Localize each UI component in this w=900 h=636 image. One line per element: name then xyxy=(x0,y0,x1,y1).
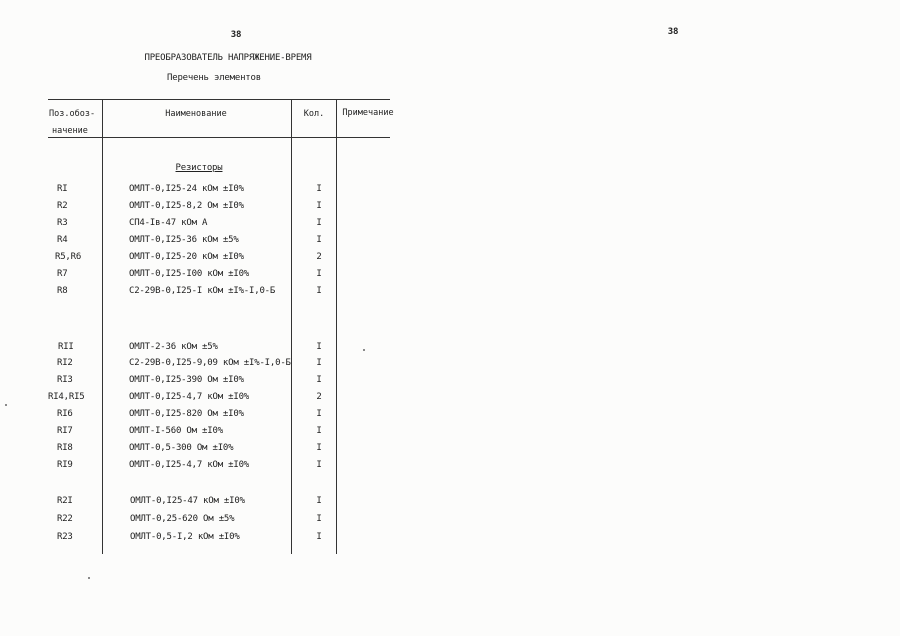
row-15-quantity: I xyxy=(316,460,322,470)
row-8-name: ОМЛТ-2-36 кОм ±5% xyxy=(129,342,218,352)
row-11-position: RI4,RI5 xyxy=(48,392,85,402)
column-divider-3 xyxy=(336,99,337,554)
row-15-name: ОМЛТ-0,I25-4,7 кОм ±I0% xyxy=(129,460,250,470)
row-5-position: R5,R6 xyxy=(55,252,82,262)
table-top-rule xyxy=(48,99,390,100)
row-5-name: ОМЛТ-0,I25-20 кОм ±I0% xyxy=(129,252,244,262)
row-6-position: R7 xyxy=(57,269,68,279)
row-11-quantity: 2 xyxy=(316,392,322,402)
row-18-position: R23 xyxy=(57,532,73,542)
row-4-position: R4 xyxy=(57,235,68,245)
column-divider-2 xyxy=(291,99,292,554)
row-13-name: ОМЛТ-I-560 Ом ±I0% xyxy=(129,426,223,436)
column-divider-1 xyxy=(102,99,103,554)
row-4-name: ОМЛТ-0,I25-36 кОм ±5% xyxy=(129,235,239,245)
header-position-line2: начение xyxy=(52,126,88,136)
row-8-position: RII xyxy=(58,342,74,352)
header-note: Примечание xyxy=(342,108,394,118)
row-11-name: ОМЛТ-0,I25-4,7 кОм ±I0% xyxy=(129,392,250,402)
row-2-name: ОМЛТ-0,I25-8,2 Ом ±I0% xyxy=(129,201,244,211)
row-10-quantity: I xyxy=(316,375,322,385)
document-subtitle: Перечень элементов xyxy=(167,73,261,83)
row-8-quantity: I xyxy=(316,342,322,352)
row-5-quantity: 2 xyxy=(316,252,322,262)
row-1-name: ОМЛТ-0,I25-24 кОм ±I0% xyxy=(129,184,244,194)
row-12-position: RI6 xyxy=(57,409,73,419)
header-quantity: Кол. xyxy=(303,109,325,119)
row-13-position: RI7 xyxy=(57,426,73,436)
row-1-quantity: I xyxy=(316,184,322,194)
scan-speck xyxy=(88,577,90,579)
row-9-quantity: I xyxy=(316,358,322,368)
row-10-name: ОМЛТ-0,I25-390 Ом ±I0% xyxy=(129,375,244,385)
page-number-right: 38 xyxy=(667,27,679,37)
row-17-quantity: I xyxy=(316,514,322,524)
row-17-position: R22 xyxy=(57,514,73,524)
row-10-position: RI3 xyxy=(57,375,73,385)
row-18-name: ОМЛТ-0,5-I,2 кОм ±I0% xyxy=(130,532,240,542)
row-7-position: R8 xyxy=(57,286,68,296)
page-number-left: 38 xyxy=(230,30,242,40)
row-2-quantity: I xyxy=(316,201,322,211)
scan-speck xyxy=(363,349,365,351)
row-9-name: С2-29В-0,I25-9,09 кОм ±I%-I,0-Б xyxy=(129,358,291,368)
row-12-name: ОМЛТ-0,I25-820 Ом ±I0% xyxy=(129,409,244,419)
row-16-name: ОМЛТ-0,I25-47 кОм ±I0% xyxy=(130,496,245,506)
row-13-quantity: I xyxy=(316,426,322,436)
row-6-name: ОМЛТ-0,I25-I00 кОм ±I0% xyxy=(129,269,250,279)
header-position-line1: Поз.обоз- xyxy=(49,109,96,119)
header-name: Наименование xyxy=(165,109,227,119)
row-3-name: СП4-Iв-47 кОм А xyxy=(129,218,208,228)
scan-speck xyxy=(5,404,7,406)
row-3-quantity: I xyxy=(316,218,322,228)
row-9-position: RI2 xyxy=(57,358,73,368)
row-7-name: С2-29В-0,I25-I кОм ±I%-I,0-Б xyxy=(129,286,276,296)
row-17-name: ОМЛТ-0,25-620 Ом ±5% xyxy=(130,514,235,524)
section-title-resistors: Резисторы xyxy=(175,163,223,173)
row-16-quantity: I xyxy=(316,496,322,506)
row-3-position: R3 xyxy=(57,218,68,228)
row-16-position: R2I xyxy=(57,496,73,506)
row-14-name: ОМЛТ-0,5-300 Ом ±I0% xyxy=(129,443,234,453)
row-14-quantity: I xyxy=(316,443,322,453)
row-2-position: R2 xyxy=(57,201,68,211)
document-title: ПРЕОБРАЗОВАТЕЛЬ НАПРЯЖЕНИЕ-ВРЕМЯ xyxy=(144,53,312,63)
row-15-position: RI9 xyxy=(57,460,73,470)
row-18-quantity: I xyxy=(316,532,322,542)
row-7-quantity: I xyxy=(316,286,322,296)
row-6-quantity: I xyxy=(316,269,322,279)
row-1-position: RI xyxy=(57,184,68,194)
table-header-rule xyxy=(48,137,390,138)
row-4-quantity: I xyxy=(316,235,322,245)
row-12-quantity: I xyxy=(316,409,322,419)
row-14-position: RI8 xyxy=(57,443,73,453)
